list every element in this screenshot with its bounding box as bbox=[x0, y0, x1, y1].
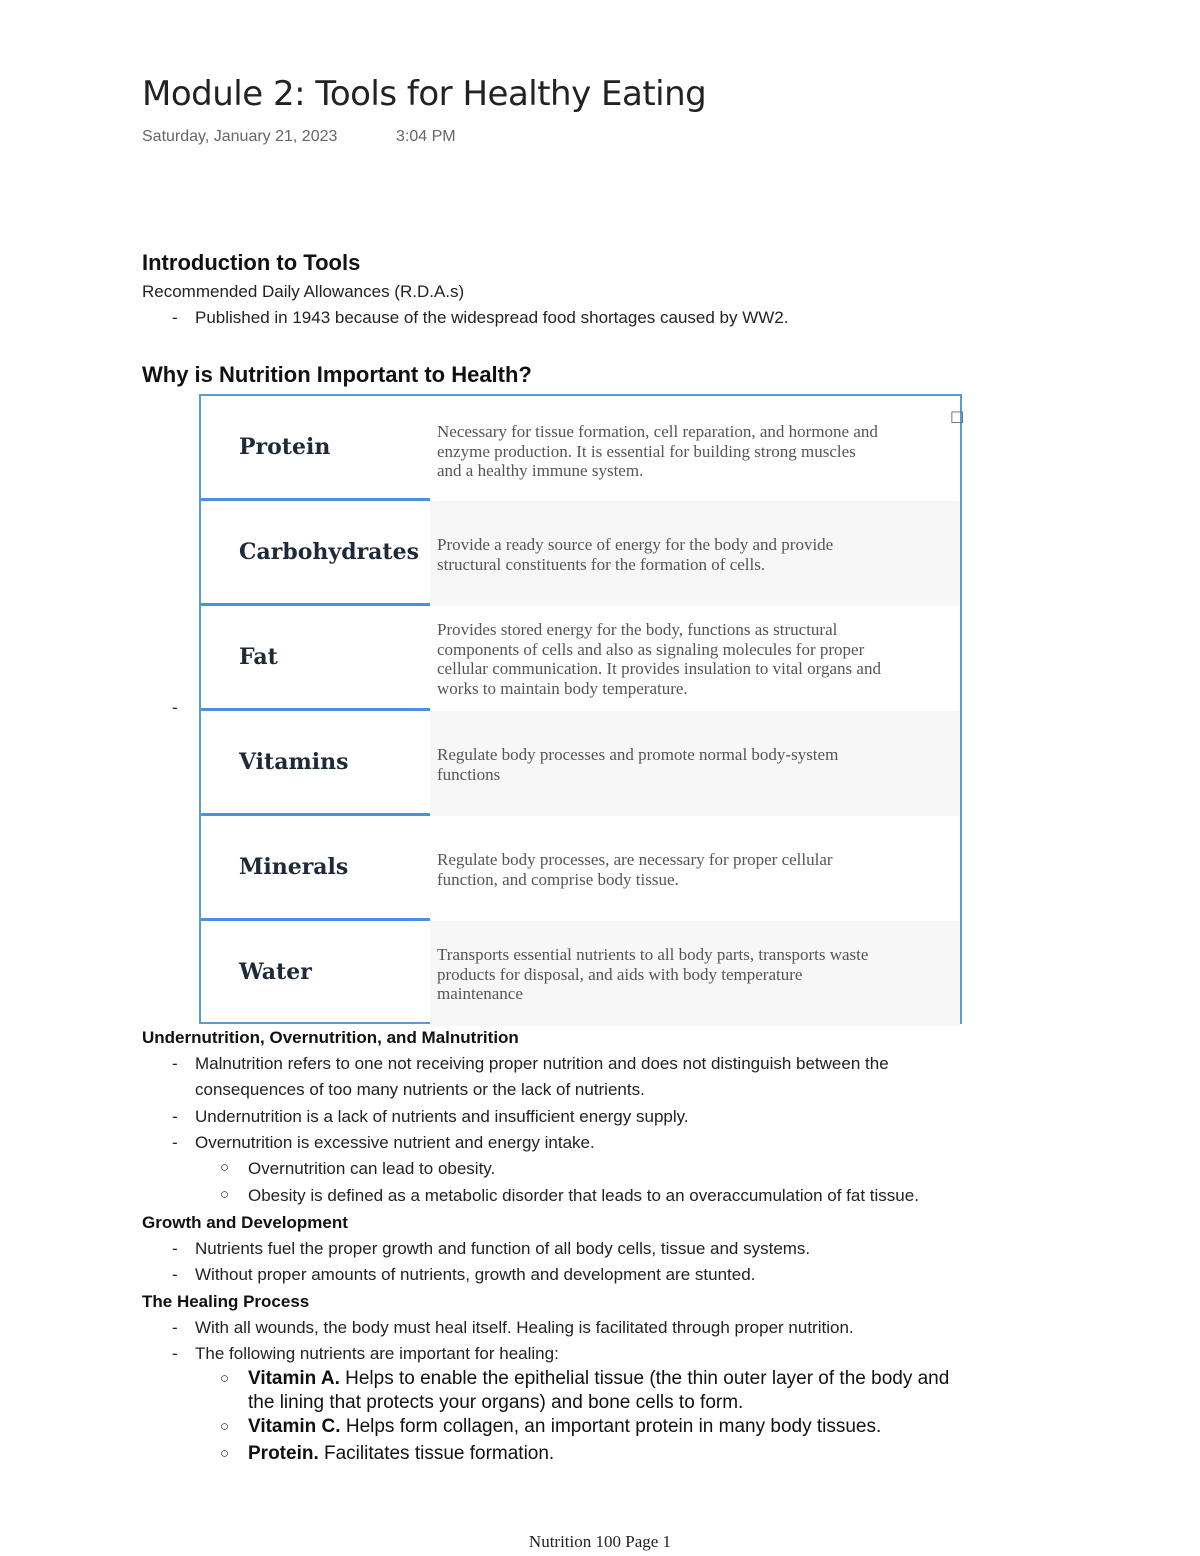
nutrient-name-cell bbox=[201, 921, 430, 1023]
nutrient-name-cell bbox=[201, 501, 430, 606]
malnutrition-sub-1: Overnutrition can lead to obesity. bbox=[248, 1159, 496, 1178]
nutrient-name: Water bbox=[239, 959, 312, 985]
nutrient-row bbox=[201, 501, 960, 606]
page-time: 3:04 PM bbox=[396, 128, 456, 145]
growth-heading: Growth and Development bbox=[142, 1213, 348, 1232]
nutrient-desc: Provide a ready source of energy for the body and provide structural constituents for the formation of cells. bbox=[437, 535, 834, 574]
circle-bullet: ○ bbox=[220, 1418, 230, 1435]
nutrient-desc: Regulate body processes and promote normal body-system functions bbox=[437, 745, 839, 784]
circle-bullet: ○ bbox=[220, 1445, 230, 1462]
nutrient-row bbox=[201, 816, 960, 921]
nutrient-row bbox=[201, 606, 960, 711]
nutrient-name-cell bbox=[201, 396, 430, 501]
intro-heading: Introduction to Tools bbox=[142, 250, 361, 275]
nutrient-desc: Necessary for tissue formation, cell reparation, and hormone and enzyme production. It is essential for building strong muscles and a healthy immune system. bbox=[437, 422, 878, 480]
healing-heading: The Healing Process bbox=[142, 1292, 310, 1311]
nutrient-name-cell bbox=[201, 711, 430, 816]
vitamin-a-item: Vitamin A. Helps to enable the epithelial tissue (the thin outer layer of the body and bbox=[248, 1368, 950, 1389]
circle-bullet: ○ bbox=[220, 1186, 230, 1203]
malnutrition-bullet-1-cont: consequences of too many nutrients or the lack of nutrients. bbox=[195, 1080, 645, 1099]
image-copy-icon[interactable]: ☐ bbox=[950, 408, 965, 427]
vitamin-c-item: Vitamin C. Helps form collagen, an important protein in many body tissues. bbox=[248, 1416, 882, 1437]
nutrient-name: Protein bbox=[239, 434, 331, 460]
nutrient-name: Fat bbox=[239, 644, 278, 670]
page-footer: Nutrition 100 Page 1 bbox=[528, 1532, 672, 1551]
nutrient-table bbox=[199, 394, 965, 1024]
growth-bullet-1: Nutrients fuel the proper growth and function of all body cells, tissue and systems. bbox=[195, 1239, 811, 1258]
malnutrition-heading: Undernutrition, Overnutrition, and Malnutrition bbox=[142, 1028, 519, 1047]
nutrient-desc: Regulate body processes, are necessary for proper cellular function, and comprise body tissue. bbox=[437, 850, 833, 889]
dash-bullet: - bbox=[172, 1133, 178, 1152]
malnutrition-sub-2: Obesity is defined as a metabolic disorder that leads to an overaccumulation of fat tissue. bbox=[248, 1186, 919, 1205]
dash-bullet: - bbox=[172, 1107, 178, 1126]
dash-bullet: - bbox=[172, 308, 178, 327]
nutrient-row bbox=[201, 921, 960, 1026]
why-heading: Why is Nutrition Important to Health? bbox=[142, 362, 532, 387]
growth-bullet-2: Without proper amounts of nutrients, growth and development are stunted. bbox=[195, 1265, 756, 1284]
dash-bullet: - bbox=[172, 1318, 178, 1337]
protein-item: Protein. Facilitates tissue formation. bbox=[248, 1443, 555, 1464]
intro-subtitle: Recommended Daily Allowances (R.D.A.s) bbox=[142, 282, 465, 301]
nutrient-name-cell bbox=[201, 816, 430, 921]
vitamin-a-item-cont: the lining that protects your organs) and bone cells to form. bbox=[248, 1392, 744, 1413]
dash-bullet: - bbox=[172, 1344, 178, 1363]
nutrient-name-cell bbox=[201, 606, 430, 711]
healing-bullet-2: The following nutrients are important for healing: bbox=[195, 1344, 559, 1363]
nutrient-row bbox=[201, 711, 960, 816]
nutrient-desc: Provides stored energy for the body, functions as structural components of cells and also as signaling molecules for proper cellular communication. It provides insulation to vital organs and works to maintain body temperature. bbox=[437, 620, 881, 698]
malnutrition-bullet-3: Overnutrition is excessive nutrient and energy intake. bbox=[195, 1133, 595, 1152]
malnutrition-bullet-1: Malnutrition refers to one not receiving proper nutrition and does not distinguish between the bbox=[195, 1054, 889, 1073]
nutrient-name: Carbohydrates bbox=[239, 539, 419, 565]
dash-bullet: - bbox=[172, 698, 178, 717]
healing-bullet-1: With all wounds, the body must heal itself. Healing is facilitated through proper nutrition. bbox=[195, 1318, 854, 1337]
circle-bullet: ○ bbox=[220, 1159, 230, 1176]
nutrient-name: Vitamins bbox=[239, 749, 349, 775]
malnutrition-bullet-2: Undernutrition is a lack of nutrients and insufficient energy supply. bbox=[195, 1107, 689, 1126]
nutrient-desc: Transports essential nutrients to all body parts, transports waste products for disposal, and aids with body temperature maintenance bbox=[437, 945, 869, 1003]
dash-bullet: - bbox=[172, 1054, 178, 1073]
nutrient-row bbox=[201, 396, 960, 501]
dash-bullet: - bbox=[172, 1265, 178, 1284]
dash-bullet: - bbox=[172, 1239, 178, 1258]
circle-bullet: ○ bbox=[220, 1370, 230, 1387]
intro-bullet: Published in 1943 because of the widespread food shortages caused by WW2. bbox=[195, 308, 789, 327]
page-date: Saturday, January 21, 2023 bbox=[142, 128, 338, 145]
nutrient-name: Minerals bbox=[239, 854, 349, 880]
page-title: Module 2: Tools for Healthy Eating bbox=[142, 74, 707, 114]
